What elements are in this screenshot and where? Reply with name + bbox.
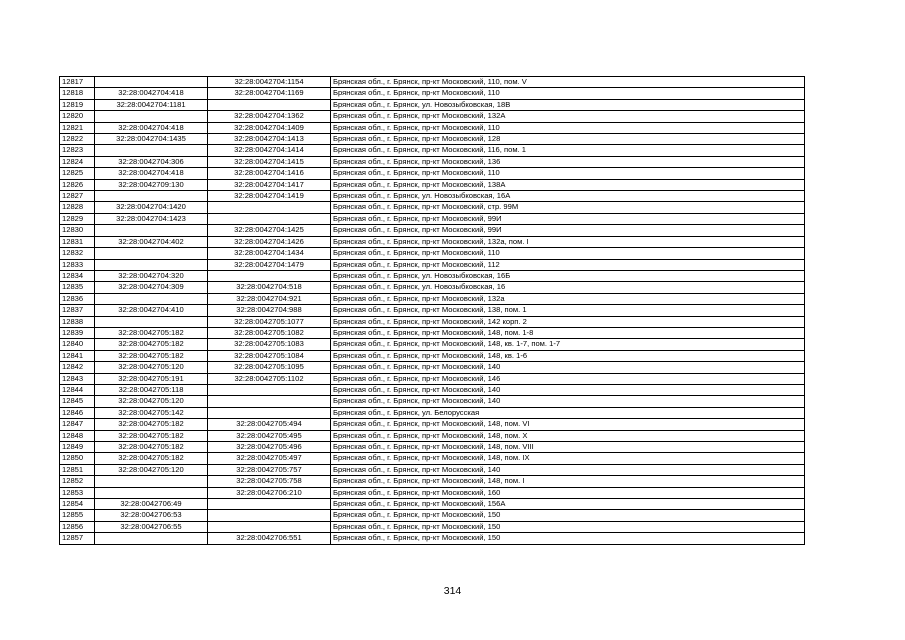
address-cell: Брянская обл., г. Брянск, пр-кт Московский, 128 [331,134,805,145]
cadastral-number-cell [208,202,331,213]
row-number-cell: 12847 [60,419,95,430]
table-row [60,373,805,384]
parent-cadastral-cell: 32:28:0042706:55 [95,521,208,532]
row-number-cell: 12827 [60,191,95,202]
table-row [60,236,805,247]
table-row [60,179,805,190]
parent-cadastral-cell: 32:28:0042704:1181 [95,99,208,110]
address-cell: Брянская обл., г. Брянск, пр-кт Московский, 160 [331,487,805,498]
parent-cadastral-cell: 32:28:0042705:182 [95,327,208,338]
table-row [60,88,805,99]
row-number-cell: 12838 [60,316,95,327]
table-row [60,316,805,327]
address-cell: Брянская обл., г. Брянск, пр-кт Московский, 148, кв. 1-6 [331,350,805,361]
table-row [60,487,805,498]
parent-cadastral-cell: 32:28:0042704:418 [95,122,208,133]
parent-cadastral-cell: 32:28:0042709:130 [95,179,208,190]
cadastral-number-cell: 32:28:0042704:1426 [208,236,331,247]
cadastral-number-cell [208,521,331,532]
address-cell: Брянская обл., г. Брянск, ул. Новозыбковская, 16А [331,191,805,202]
parent-cadastral-cell: 32:28:0042705:182 [95,419,208,430]
address-cell: Брянская обл., г. Брянск, пр-кт Московский, 132А [331,111,805,122]
table-row [60,145,805,156]
row-number-cell: 12817 [60,77,95,88]
table-row [60,191,805,202]
table-row [60,259,805,270]
row-number-cell: 12826 [60,179,95,190]
parent-cadastral-cell [95,487,208,498]
table-row [60,350,805,361]
row-number-cell: 12849 [60,442,95,453]
address-cell: Брянская обл., г. Брянск, пр-кт Московский, 148, пом. X [331,430,805,441]
parent-cadastral-cell: 32:28:0042705:120 [95,396,208,407]
address-cell: Брянская обл., г. Брянск, пр-кт Московский, 148, пом. 1-8 [331,327,805,338]
parent-cadastral-cell: 32:28:0042706:53 [95,510,208,521]
table-row [60,521,805,532]
address-cell: Брянская обл., г. Брянск, пр-кт Московский, 146 [331,373,805,384]
address-cell: Брянская обл., г. Брянск, пр-кт Московский, 150 [331,521,805,532]
cadastral-number-cell: 32:28:0042705:497 [208,453,331,464]
parent-cadastral-cell: 32:28:0042704:410 [95,305,208,316]
row-number-cell: 12845 [60,396,95,407]
address-cell: Брянская обл., г. Брянск, пр-кт Московский, 140 [331,396,805,407]
cadastral-number-cell [208,499,331,510]
address-cell: Брянская обл., г. Брянск, пр-кт Московский, 148, пом. IX [331,453,805,464]
address-cell: Брянская обл., г. Брянск, пр-кт Московский, 140 [331,384,805,395]
table-row [60,282,805,293]
address-cell: Брянская обл., г. Брянск, ул. Новозыбковская, 16 [331,282,805,293]
row-number-cell: 12851 [60,464,95,475]
address-cell: Брянская обл., г. Брянск, пр-кт Московский, 110 [331,248,805,259]
parent-cadastral-cell: 32:28:0042704:418 [95,168,208,179]
cadastral-number-cell: 32:28:0042704:518 [208,282,331,293]
cadastral-number-cell: 32:28:0042706:551 [208,533,331,544]
table-row [60,407,805,418]
parent-cadastral-cell: 32:28:0042705:118 [95,384,208,395]
table-row [60,362,805,373]
parent-cadastral-cell: 32:28:0042706:49 [95,499,208,510]
parent-cadastral-cell: 32:28:0042705:191 [95,373,208,384]
cadastral-number-cell: 32:28:0042705:494 [208,419,331,430]
table-row [60,339,805,350]
row-number-cell: 12829 [60,213,95,224]
table-row [60,202,805,213]
address-cell: Брянская обл., г. Брянск, пр-кт Московский, 148, кв. 1-7, пом. 1-7 [331,339,805,350]
cadastral-number-cell: 32:28:0042704:1415 [208,156,331,167]
table-row [60,430,805,441]
cadastral-number-cell [208,270,331,281]
address-cell: Брянская обл., г. Брянск, пр-кт Московский, 148, пом. I [331,476,805,487]
address-cell: Брянская обл., г. Брянск, пр-кт Московский, 148, пом. VI [331,419,805,430]
table-row [60,156,805,167]
table-row [60,248,805,259]
cadastral-number-cell [208,407,331,418]
cadastral-number-cell: 32:28:0042705:495 [208,430,331,441]
address-cell: Брянская обл., г. Брянск, пр-кт Московский, 138А [331,179,805,190]
address-cell: Брянская обл., г. Брянск, пр-кт Московский, 110 [331,168,805,179]
parent-cadastral-cell [95,316,208,327]
parent-cadastral-cell: 32:28:0042704:1423 [95,213,208,224]
table-row [60,213,805,224]
row-number-cell: 12844 [60,384,95,395]
row-number-cell: 12820 [60,111,95,122]
address-cell: Брянская обл., г. Брянск, пр-кт Московский, 136 [331,156,805,167]
cadastral-number-cell: 32:28:0042704:1417 [208,179,331,190]
row-number-cell: 12856 [60,521,95,532]
row-number-cell: 12852 [60,476,95,487]
table-row [60,327,805,338]
parent-cadastral-cell: 32:28:0042705:182 [95,442,208,453]
row-number-cell: 12843 [60,373,95,384]
parent-cadastral-cell: 32:28:0042704:402 [95,236,208,247]
cadastral-number-cell: 32:28:0042704:1409 [208,122,331,133]
table-row [60,225,805,236]
address-cell: Брянская обл., г. Брянск, пр-кт Московский, 99И [331,225,805,236]
address-cell: Брянская обл., г. Брянск, пр-кт Московский, стр. 99М [331,202,805,213]
row-number-cell: 12835 [60,282,95,293]
parent-cadastral-cell [95,248,208,259]
address-cell: Брянская обл., г. Брянск, пр-кт Московский, 99И [331,213,805,224]
address-cell: Брянская обл., г. Брянск, пр-кт Московский, 156А [331,499,805,510]
row-number-cell: 12825 [60,168,95,179]
cadastral-number-cell: 32:28:0042705:1102 [208,373,331,384]
cadastral-number-cell: 32:28:0042704:1434 [208,248,331,259]
row-number-cell: 12824 [60,156,95,167]
cadastral-number-cell: 32:28:0042705:1084 [208,350,331,361]
parent-cadastral-cell [95,191,208,202]
cadastral-number-cell: 32:28:0042705:757 [208,464,331,475]
cadastral-number-cell: 32:28:0042704:1362 [208,111,331,122]
row-number-cell: 12854 [60,499,95,510]
row-number-cell: 12821 [60,122,95,133]
parent-cadastral-cell: 32:28:0042705:142 [95,407,208,418]
address-cell: Брянская обл., г. Брянск, пр-кт Московский, 110 [331,88,805,99]
parent-cadastral-cell [95,533,208,544]
table-row [60,510,805,521]
address-cell: Брянская обл., г. Брянск, пр-кт Московский, 112 [331,259,805,270]
table-row [60,499,805,510]
cadastral-number-cell: 32:28:0042705:496 [208,442,331,453]
address-cell: Брянская обл., г. Брянск, пр-кт Московский, 148, пом. VIII [331,442,805,453]
address-cell: Брянская обл., г. Брянск, пр-кт Московский, 110 [331,122,805,133]
table-row [60,99,805,110]
address-cell: Брянская обл., г. Брянск, пр-кт Московский, 138, пом. 1 [331,305,805,316]
table-row [60,134,805,145]
cadastral-number-cell [208,396,331,407]
parent-cadastral-cell [95,259,208,270]
row-number-cell: 12822 [60,134,95,145]
row-number-cell: 12846 [60,407,95,418]
row-number-cell: 12819 [60,99,95,110]
table-row [60,396,805,407]
cadastral-number-cell: 32:28:0042705:1077 [208,316,331,327]
cadastral-number-cell: 32:28:0042704:1413 [208,134,331,145]
row-number-cell: 12850 [60,453,95,464]
row-number-cell: 12857 [60,533,95,544]
parent-cadastral-cell: 32:28:0042705:182 [95,430,208,441]
registry-table-body [60,77,805,545]
row-number-cell: 12855 [60,510,95,521]
address-cell: Брянская обл., г. Брянск, ул. Белорусская [331,407,805,418]
address-cell: Брянская обл., г. Брянск, пр-кт Московский, 150 [331,533,805,544]
table-row [60,442,805,453]
page-number: 314 [443,585,462,597]
row-number-cell: 12833 [60,259,95,270]
row-number-cell: 12839 [60,327,95,338]
cadastral-number-cell: 32:28:0042704:1479 [208,259,331,270]
cadastral-number-cell: 32:28:0042705:1095 [208,362,331,373]
address-cell: Брянская обл., г. Брянск, ул. Новозыбковская, 16Б [331,270,805,281]
table-row [60,384,805,395]
cadastral-number-cell: 32:28:0042704:1416 [208,168,331,179]
cadastral-number-cell [208,99,331,110]
table-row [60,476,805,487]
parent-cadastral-cell [95,293,208,304]
parent-cadastral-cell [95,111,208,122]
cadastral-number-cell: 32:28:0042704:921 [208,293,331,304]
row-number-cell: 12828 [60,202,95,213]
table-row [60,122,805,133]
parent-cadastral-cell [95,77,208,88]
cadastral-number-cell: 32:28:0042704:988 [208,305,331,316]
cadastral-number-cell: 32:28:0042706:210 [208,487,331,498]
cadastral-number-cell [208,510,331,521]
address-cell: Брянская обл., г. Брянск, ул. Новозыбковская, 18В [331,99,805,110]
row-number-cell: 12834 [60,270,95,281]
row-number-cell: 12837 [60,305,95,316]
parent-cadastral-cell: 32:28:0042704:1420 [95,202,208,213]
parent-cadastral-cell: 32:28:0042704:320 [95,270,208,281]
address-cell: Брянская обл., г. Брянск, пр-кт Московский, 150 [331,510,805,521]
table-row [60,293,805,304]
table-row [60,464,805,475]
cadastral-number-cell: 32:28:0042704:1419 [208,191,331,202]
parent-cadastral-cell: 32:28:0042704:309 [95,282,208,293]
row-number-cell: 12841 [60,350,95,361]
cadastral-number-cell: 32:28:0042704:1414 [208,145,331,156]
table-row [60,533,805,544]
cadastral-number-cell: 32:28:0042705:1082 [208,327,331,338]
table-row [60,305,805,316]
row-number-cell: 12832 [60,248,95,259]
address-cell: Брянская обл., г. Брянск, пр-кт Московский, 132а [331,293,805,304]
parent-cadastral-cell: 32:28:0042705:120 [95,464,208,475]
row-number-cell: 12853 [60,487,95,498]
cadastral-number-cell [208,213,331,224]
address-cell: Брянская обл., г. Брянск, пр-кт Московский, 116, пом. 1 [331,145,805,156]
parent-cadastral-cell: 32:28:0042705:182 [95,350,208,361]
table-row [60,270,805,281]
table-row [60,419,805,430]
cadastral-number-cell: 32:28:0042704:1154 [208,77,331,88]
row-number-cell: 12831 [60,236,95,247]
parent-cadastral-cell: 32:28:0042704:306 [95,156,208,167]
address-cell: Брянская обл., г. Брянск, пр-кт Московский, 132а, пом. I [331,236,805,247]
row-number-cell: 12848 [60,430,95,441]
table-row [60,77,805,88]
row-number-cell: 12842 [60,362,95,373]
parent-cadastral-cell: 32:28:0042705:120 [95,362,208,373]
parent-cadastral-cell: 32:28:0042705:182 [95,453,208,464]
row-number-cell: 12823 [60,145,95,156]
row-number-cell: 12830 [60,225,95,236]
parent-cadastral-cell [95,145,208,156]
cadastral-number-cell: 32:28:0042704:1169 [208,88,331,99]
parent-cadastral-cell: 32:28:0042705:182 [95,339,208,350]
table-row [60,168,805,179]
parent-cadastral-cell [95,225,208,236]
address-cell: Брянская обл., г. Брянск, пр-кт Московский, 110, пом. V [331,77,805,88]
row-number-cell: 12840 [60,339,95,350]
parent-cadastral-cell: 32:28:0042704:418 [95,88,208,99]
registry-table [59,76,805,545]
row-number-cell: 12818 [60,88,95,99]
address-cell: Брянская обл., г. Брянск, пр-кт Московский, 140 [331,464,805,475]
row-number-cell: 12836 [60,293,95,304]
cadastral-number-cell [208,384,331,395]
address-cell: Брянская обл., г. Брянск, пр-кт Московский, 140 [331,362,805,373]
parent-cadastral-cell: 32:28:0042704:1435 [95,134,208,145]
table-row [60,453,805,464]
table-row [60,111,805,122]
cadastral-number-cell: 32:28:0042705:758 [208,476,331,487]
parent-cadastral-cell [95,476,208,487]
cadastral-number-cell: 32:28:0042704:1425 [208,225,331,236]
address-cell: Брянская обл., г. Брянск, пр-кт Московский, 142 корп. 2 [331,316,805,327]
cadastral-number-cell: 32:28:0042705:1083 [208,339,331,350]
